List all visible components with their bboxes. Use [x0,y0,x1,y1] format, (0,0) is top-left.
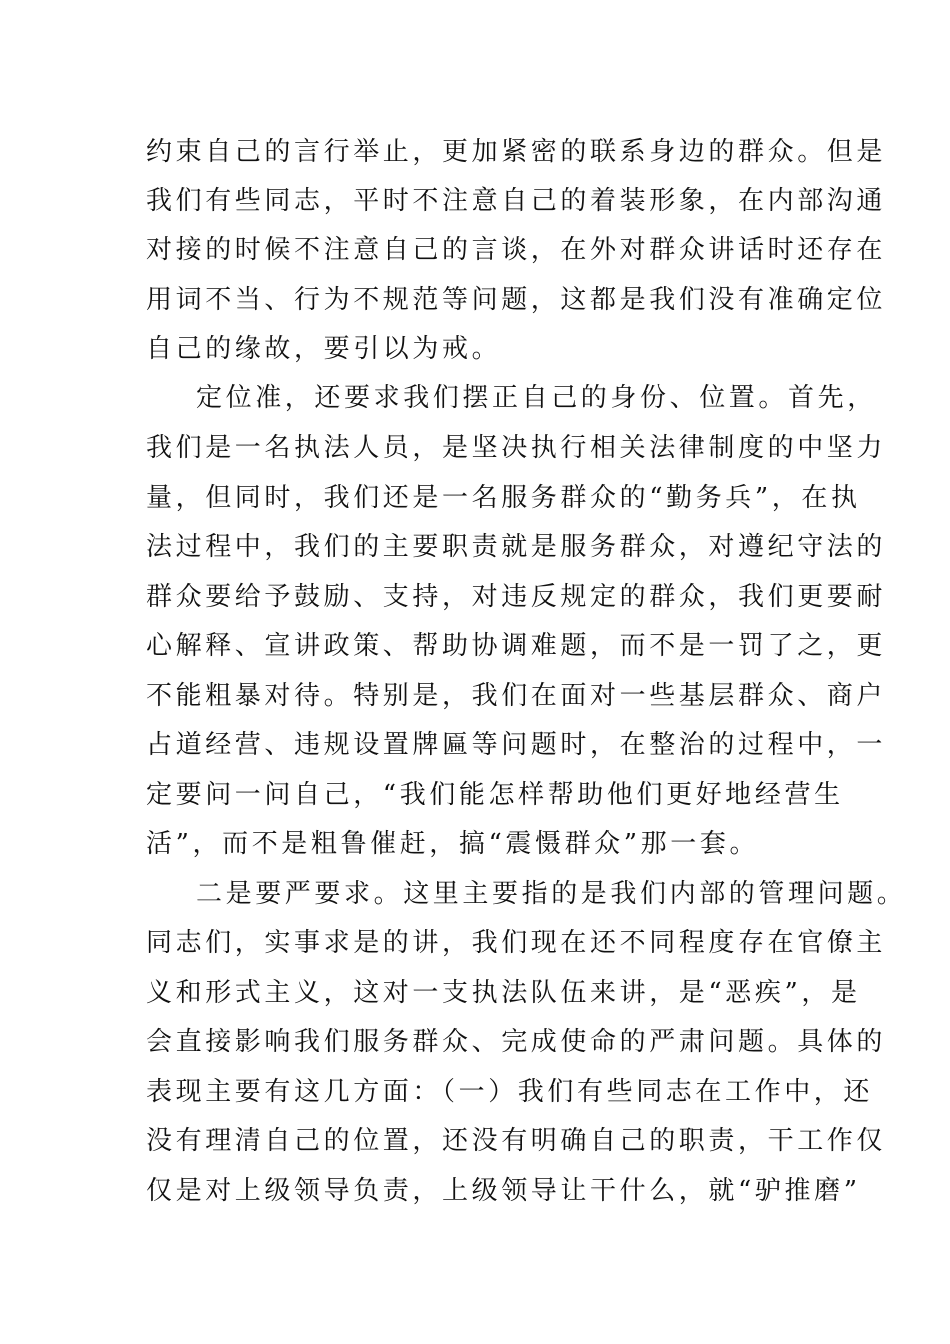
text-line: 量，但同时，我们还是一名服务群众的“勤务兵”，在执 [146,483,861,513]
text-line: 会直接影响我们服务群众、完成使命的严肃问题。具体的 [146,1027,887,1057]
text-line: 我们是一名执法人员，是坚决执行相关法律制度的中坚力 [146,433,887,463]
text-line: 没有理清自己的位置，还没有明确自己的职责，干工作仅 [146,1126,887,1156]
text-line: 群众要给予鼓励、支持，对违反规定的群众，我们更要耐 [146,582,887,612]
paragraph-first-line: 二是要严要求。这里主要指的是我们内部的管理问题。 [196,879,907,909]
text-line: 我们有些同志，平时不注意自己的着装形象，在内部沟通 [146,186,887,216]
text-line: 法过程中，我们的主要职责就是服务群众，对遵纪守法的 [146,532,887,562]
text-line: 自己的缘故，要引以为戒。 [146,334,502,364]
text-line: 约束自己的言行举止，更加紧密的联系身边的群众。但是 [146,137,887,167]
text-line: 不能粗暴对待。特别是，我们在面对一些基层群众、商户 [146,681,887,711]
text-line: 活”，而不是粗鲁催赶，搞“震慑群众”那一套。 [146,829,760,859]
paragraph-first-line: 定位准，还要求我们摆正自己的身份、位置。首先， [196,383,877,413]
text-line: 占道经营、违规设置牌匾等问题时，在整治的过程中，一 [146,730,887,760]
text-line: 同志们，实事求是的讲，我们现在还不同程度存在官僚主 [146,928,887,958]
text-line: 心解释、宣讲政策、帮助协调难题，而不是一罚了之，更 [146,631,887,661]
text-line: 仅是对上级领导负责，上级领导让干什么，就“驴推磨” [146,1176,861,1206]
text-line: 定要问一问自己，“我们能怎样帮助他们更好地经营生 [146,780,844,810]
text-line: 用词不当、行为不规范等问题，这都是我们没有准确定位 [146,285,887,315]
text-line: 义和形式主义，这对一支执法队伍来讲，是“恶疾”，是 [146,978,861,1008]
text-line: 对接的时候不注意自己的言谈，在外对群众讲话时还存在 [146,235,887,265]
text-line: 表现主要有这几方面：（一）我们有些同志在工作中，还 [146,1077,874,1107]
